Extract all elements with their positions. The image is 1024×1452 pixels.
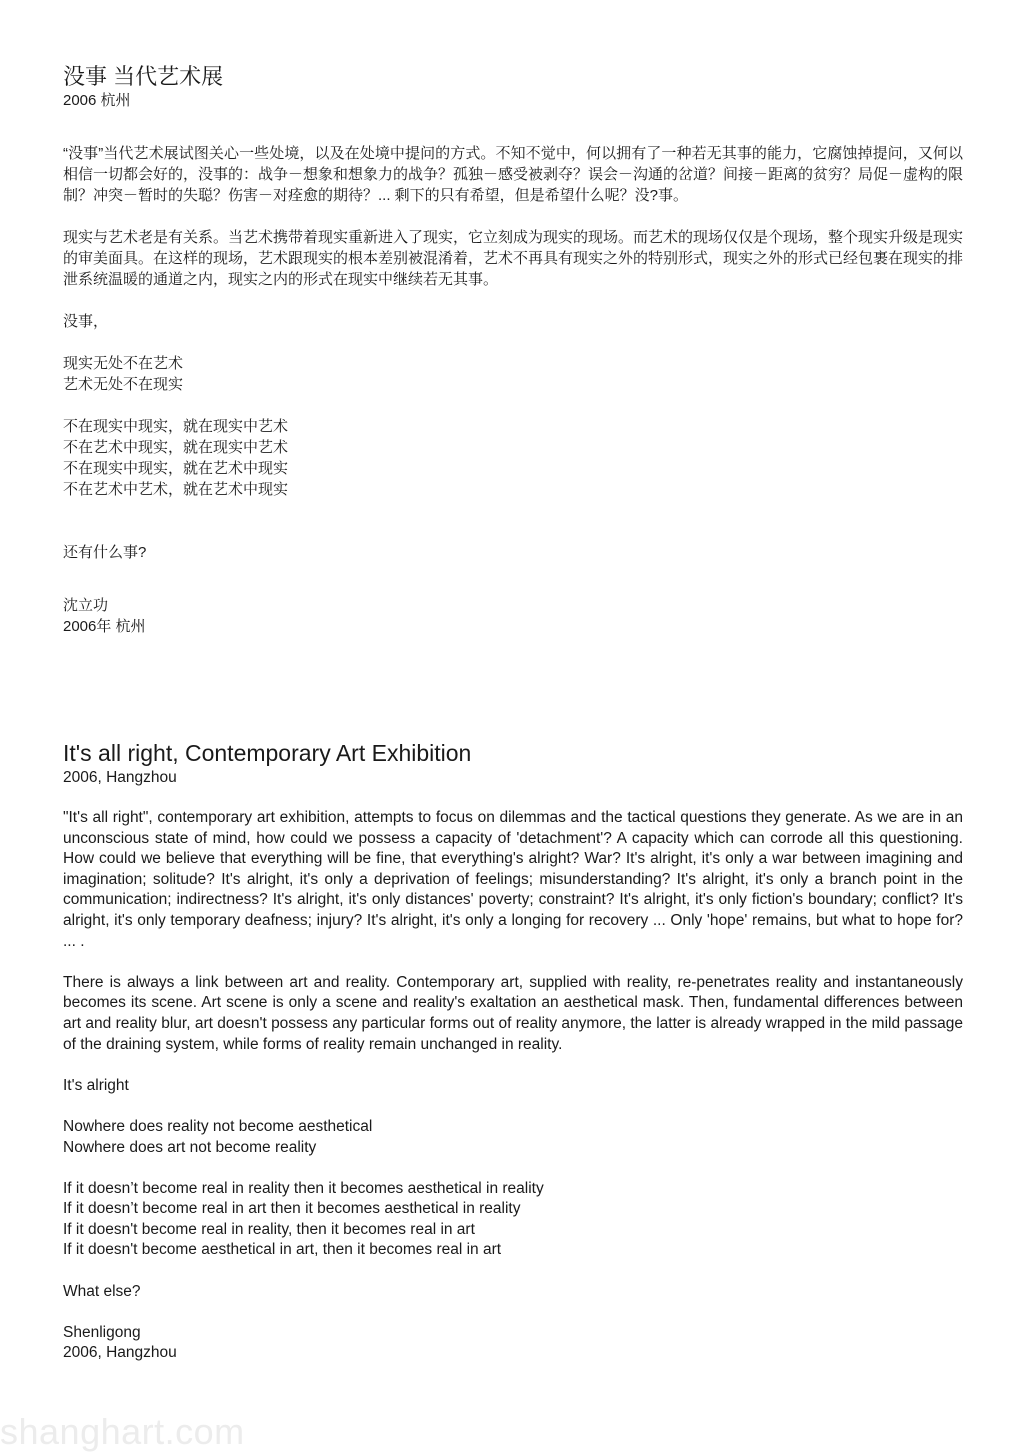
english-subtitle: 2006, Hangzhou: [63, 769, 177, 786]
chinese-section: [63, 63, 963, 637]
english-stanza1-line: Nowhere does reality not become aesthetical: [63, 1117, 373, 1135]
english-paragraph-3: It's alright: [63, 1076, 129, 1094]
english-stanza1-line: Nowhere does art not become reality: [63, 1138, 317, 1156]
english-stanza2-line: If it doesn’t become real in art then it becomes aesthetical in reality: [63, 1200, 521, 1218]
chinese-stanza2-line: 不在现实中现实，就在现实中艺术: [63, 418, 289, 435]
chinese-paragraph-1: “没事”当代艺术展试图关心一些处境，以及在处境中提问的方式。不知不觉中，何以拥有了一种若无其事的能力，它腐蚀掉提问，又何以相信一切都会好的，没事的：战争－想象和想象力的战争？孤独－感受被剥夺？误会－沟通的岔道？间接－距离的贫穷？局促－虚构的限制？冲突－暂时的失聪？伤害－对痊愈的期待？... 剩下的只有希望，但是希望什么呢？没?事。: [63, 145, 964, 204]
chinese-stanza1-line: 艺术无处不在现实: [63, 376, 184, 393]
chinese-title: 没事 当代艺术展: [63, 64, 224, 89]
english-paragraph-1: "It's all right", contemporary art exhibition, attempts to focus on dilemmas and the tactical questions they generate. As we are in an unconscious state of mind, how could we possess a capacity of 'detachment'? A capacity which can corrode all this questioning. How could we believe that everything will be fine, that everything's alright? War? It's alright, it's only a war between imagining and imagination; solitude? It's alright, it's only a deprivation of feelings; misunderstanding? It's alright, it's only a branch point in the communication; indirectness? It's alright, it's only distances' poverty; constraint? It's alright, it's only fiction's boundary; conflict? It's alright, it's only temporary deafness; injury? It's alright, it's only a longing for recovery ... Only 'hope' remains, but what to hope for? ... .: [63, 809, 963, 950]
english-stanza2-line: If it doesn't become real in reality, then it becomes real in art: [63, 1220, 475, 1238]
chinese-stanza2-line: 不在艺术中艺术，就在艺术中现实: [63, 481, 289, 498]
chinese-author-date: 2006年 杭州: [63, 618, 146, 635]
chinese-author: 沈立功: [63, 597, 109, 614]
watermark-text: shanghart.com: [0, 1411, 245, 1452]
chinese-stanza2-line: 不在艺术中现实，就在现实中艺术: [63, 439, 289, 456]
english-question: What else?: [63, 1282, 141, 1300]
chinese-paragraph-3: 没事，: [63, 313, 109, 330]
chinese-subtitle: 2006 杭州: [63, 92, 131, 109]
english-stanza2-line: If it doesn’t become real in reality then it becomes aesthetical in reality: [63, 1179, 544, 1197]
english-paragraph-2: There is always a link between art and reality. Contemporary art, supplied with reality, re-penetrates reality and instantaneously becomes its scene. Art scene is only a scene and reality's exaltation an aesthetical mask. Then, fundamental differences between art and reality blur, art doesn't possess any particular forms out of reality anymore, the latter is already wrapped in the mild passage of the draining system, while forms of reality remain unchanged in reality.: [63, 973, 963, 1053]
chinese-question: 还有什么事?: [63, 544, 147, 561]
chinese-stanza1-line: 现实无处不在艺术: [63, 355, 184, 372]
english-title: It's all right, Contemporary Art Exhibition: [63, 740, 472, 766]
english-section: [63, 738, 963, 1364]
english-stanza2-line: If it doesn't become aesthetical in art, then it becomes real in art: [63, 1241, 502, 1259]
english-author: Shenligong: [63, 1323, 141, 1341]
chinese-paragraph-2: 现实与艺术老是有关系。当艺术携带着现实重新进入了现实，它立刻成为现实的现场。而艺术的现场仅仅是个现场，整个现实升级是现实的审美面具。在这样的现场，艺术跟现实的根本差别被混淆着，艺术不再具有现实之外的特别形式，现实之外的形式已经包裹在现实的排泄系统温暖的通道之内，现实之内的形式在现实中继续若无其事。: [63, 229, 964, 288]
english-author-date: 2006, Hangzhou: [63, 1344, 177, 1362]
chinese-stanza2-line: 不在现实中现实，就在艺术中现实: [63, 460, 289, 477]
